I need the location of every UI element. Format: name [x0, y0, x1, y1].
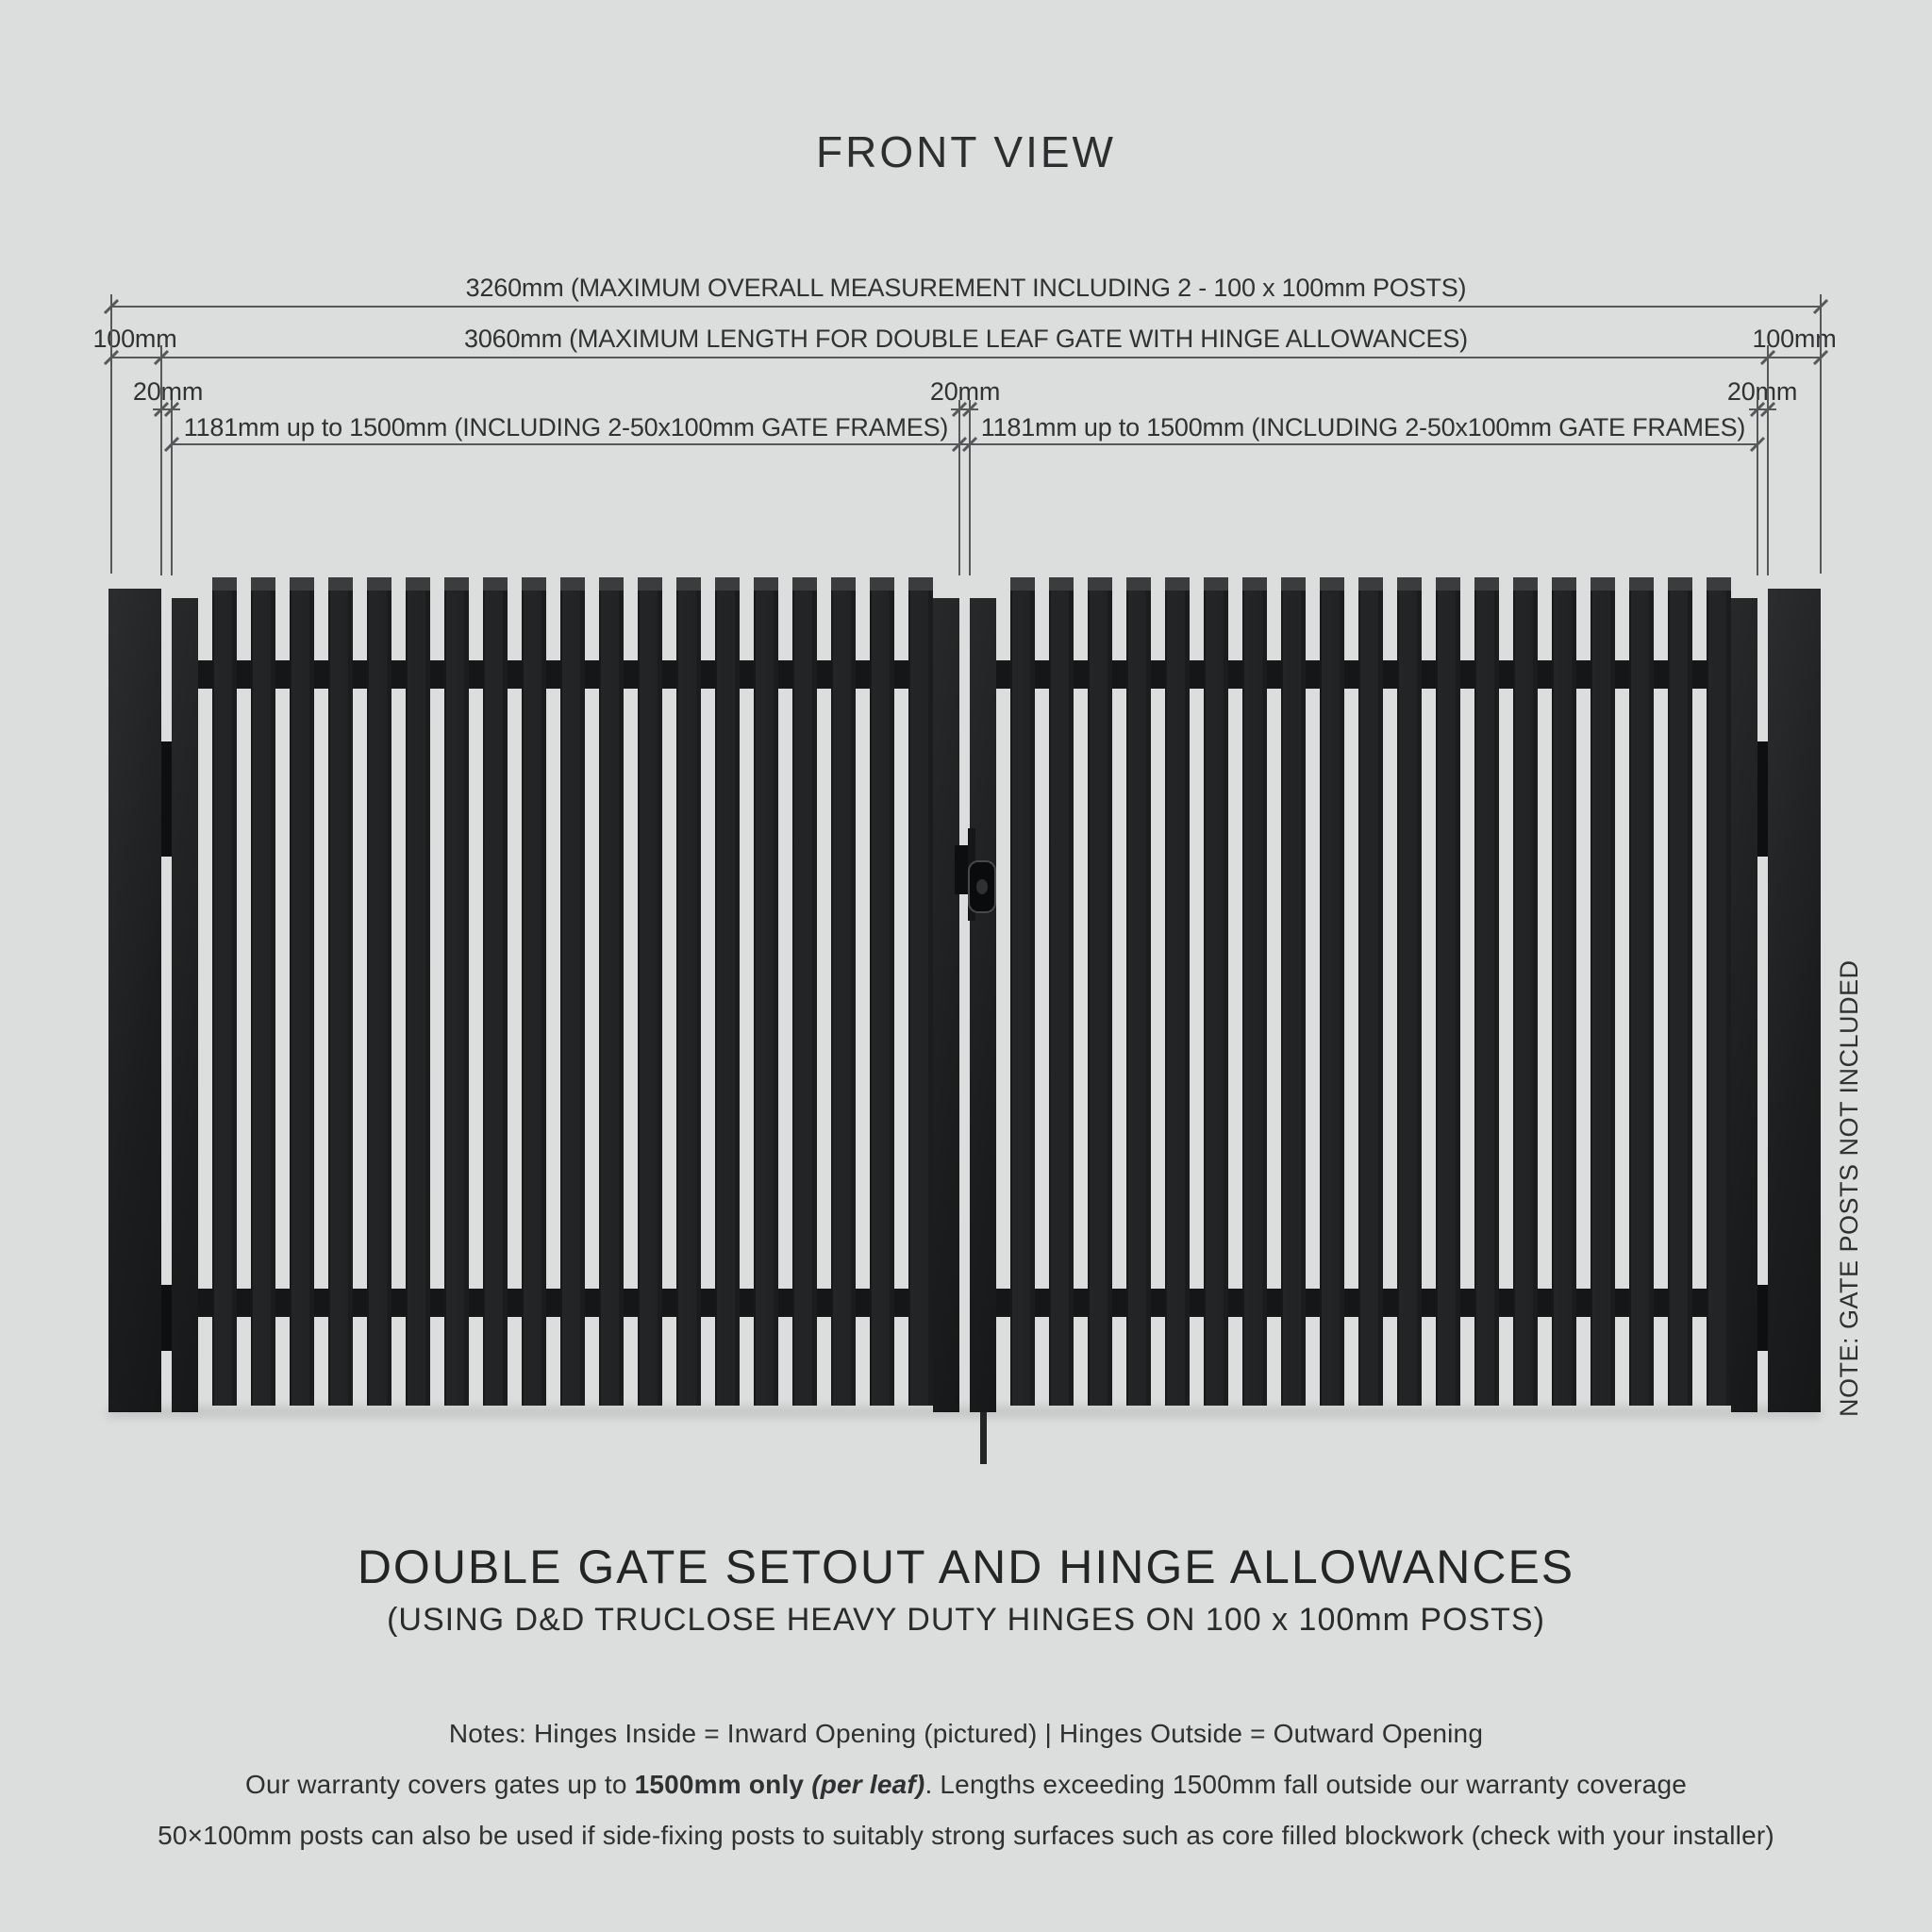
side-note-posts-not-included: NOTE: GATE POSTS NOT INCLUDED	[1835, 959, 1863, 1417]
gate-frame-right-center-side	[970, 598, 996, 1412]
dim-label-leaf-left: 1181mm up to 1500mm (INCLUDING 2-50x100mm GATE FRAMES)	[183, 413, 949, 441]
latch-keyhole-icon	[976, 879, 988, 894]
note-warranty-pre: Our warranty covers gates up to	[245, 1770, 635, 1799]
dim-label-double-leaf: 3060mm (MAXIMUM LENGTH FOR DOUBLE LEAF GATE WITH HINGE ALLOWANCES)	[464, 325, 1468, 353]
note-warranty-bold-italic: (per leaf)	[811, 1770, 925, 1799]
note-side-fixing-posts: 50×100mm posts can also be used if side-fixing posts to suitably strong surfaces such as core filled blockwork (check with your installer)	[158, 1821, 1774, 1850]
dim-label-overall: 3260mm (MAXIMUM OVERALL MEASUREMENT INCLUDING 2 - 100 x 100mm POSTS)	[465, 274, 1467, 302]
dim-label-post-left: 100mm	[92, 325, 177, 353]
dim-label-hinge-center: 20mm	[929, 377, 1001, 406]
gate-frame-right-hinge-side	[1731, 598, 1757, 1412]
diagram-heading: DOUBLE GATE SETOUT AND HINGE ALLOWANCES	[357, 1541, 1575, 1593]
dim-label-hinge-left: 20mm	[132, 377, 204, 406]
diagram-subheading: (USING D&D TRUCLOSE HEAVY DUTY HINGES ON 100 x 100mm POSTS)	[387, 1602, 1545, 1638]
dim-label-post-right: 100mm	[1752, 325, 1837, 353]
gate-frame-left-center-side	[933, 598, 959, 1412]
dim-label-hinge-right: 20mm	[1726, 377, 1798, 406]
gate-post-left	[108, 589, 161, 1412]
dimension-ticks	[105, 300, 1827, 451]
gate-frame-left-hinge-side	[172, 598, 198, 1412]
note-warranty-post: . Lengths exceeding 1500mm fall outside our warranty coverage	[924, 1770, 1687, 1799]
page-title: FRONT VIEW	[816, 127, 1116, 176]
gate-slats-right-leaf	[996, 577, 1731, 1406]
note-warranty-bold: 1500mm only	[634, 1770, 812, 1799]
note-opening-directions: Notes: Hinges Inside = Inward Opening (pictured) | Hinges Outside = Outward Opening	[448, 1719, 1484, 1748]
gate-latch-lock	[968, 860, 996, 913]
gate-post-right	[1768, 589, 1821, 1412]
gate-slats-left-leaf	[198, 577, 933, 1406]
dim-label-leaf-right: 1181mm up to 1500mm (INCLUDING 2-50x100mm GATE FRAMES)	[980, 413, 1746, 441]
